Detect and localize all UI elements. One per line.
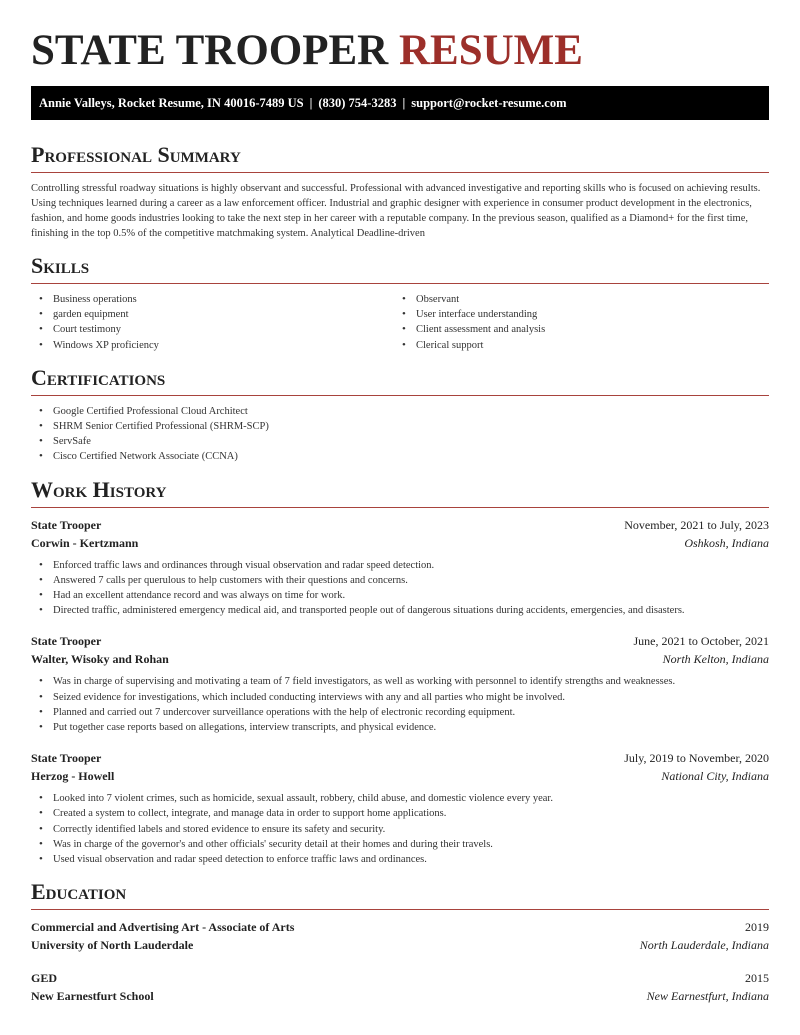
certification-item: • Cisco Certified Network Associate (CCNA) (31, 449, 769, 464)
education-location: New Earnestfurt, Indiana (646, 989, 769, 1004)
education-subheader (31, 987, 769, 1005)
job-entry (31, 749, 769, 867)
skill-item: • User interface understanding (394, 307, 757, 322)
job-entry (31, 632, 769, 735)
skills-list-right (394, 292, 757, 353)
education-section (31, 879, 769, 1005)
skill-item: • Clerical support (394, 338, 757, 353)
education-location: North Lauderdale, Indiana (639, 938, 769, 953)
work-section (31, 477, 769, 868)
job-bullet: • Used visual observation and radar speed detection to enforce traffic laws and ordinances. (31, 852, 769, 867)
education-school: New Earnestfurt School (31, 989, 154, 1004)
job-header (31, 516, 769, 534)
contact-bar (31, 86, 769, 120)
section-divider (31, 283, 769, 284)
job-location: Oshkosh, Indiana (684, 535, 769, 550)
job-dates: July, 2019 to November, 2020 (624, 751, 769, 766)
job-title: State Trooper (31, 634, 102, 649)
education-entry (31, 969, 769, 1005)
section-divider (31, 172, 769, 173)
job-bullet: • Looked into 7 violent crimes, such as homicide, sexual assault, robbery, child abuse, and domestic violence every year. (31, 791, 769, 806)
title-accent: RESUME (398, 27, 583, 74)
education-header (31, 969, 769, 987)
summary-text: Controlling stressful roadway situations is highly observant and successful. Professional with advanced investigative and reporting skills who is focused on achieving results. Using techniques learned during a career as a law enforcement officer. Industrial and graphic designer with experience in consumer product development in the electronics, fashion, and home goods industries looking to take the next step in her career with a reputable company. In the previous season, qualified as a Diamond+ for the first time, finishing in the top 0.5% of the competitive matchmaking system. Analytical Deadline-driven (31, 183, 761, 239)
job-dates: November, 2021 to July, 2023 (624, 517, 769, 532)
job-company: Herzog - Howell (31, 769, 115, 784)
skill-item: • Windows XP proficiency (31, 338, 394, 353)
job-subheader (31, 534, 769, 552)
skills-section (31, 253, 769, 353)
skills-list-left (31, 292, 394, 353)
skill-item: • Observant (394, 292, 757, 307)
job-title: State Trooper (31, 751, 102, 766)
job-bullet: • Had an excellent attendance record and was always on time for work. (31, 588, 769, 603)
contact-separator: | (309, 96, 313, 110)
education-year: 2015 (745, 971, 769, 986)
job-bullet: • Was in charge of supervising and motivating a team of 7 field investigators, as well as working with personnel to identify strengths and weaknesses. (31, 674, 769, 689)
certification-item: • Google Certified Professional Cloud Architect (31, 404, 769, 419)
section-divider (31, 395, 769, 396)
job-title: State Trooper (31, 517, 102, 532)
job-bullet: • Seized evidence for investigations, which included conducting interviews with any and all parties who might be involved. (31, 690, 769, 705)
education-subheader (31, 936, 769, 954)
resume-page (31, 0, 769, 1005)
skill-item: • Court testimony (31, 322, 394, 337)
job-header (31, 749, 769, 767)
job-company: Corwin - Kertzmann (31, 535, 139, 550)
job-company: Walter, Wisoky and Rohan (31, 652, 169, 667)
certifications-section (31, 365, 769, 465)
skill-item: • garden equipment (31, 307, 394, 322)
job-bullet: • Answered 7 calls per querulous to help customers with their questions and concerns. (31, 573, 769, 588)
job-bullet: • Created a system to collect, integrate, and manage data in order to support home applications. (31, 806, 769, 821)
job-dates: June, 2021 to October, 2021 (633, 634, 769, 649)
certifications-list (31, 404, 769, 465)
job-location: North Kelton, Indiana (662, 652, 769, 667)
summary-heading: Professional Summary (31, 142, 241, 167)
contact-phone: (830) 754-3283 (318, 96, 397, 110)
summary-section (31, 142, 769, 241)
education-degree: GED (31, 971, 58, 986)
job-bullet: • Was in charge of the governor's and other officials' security detail at their homes and during their travels. (31, 837, 769, 852)
job-header (31, 632, 769, 650)
skill-item: • Business operations (31, 292, 394, 307)
skill-item: • Client assessment and analysis (394, 322, 757, 337)
job-subheader (31, 650, 769, 668)
job-bullet: • Directed traffic, administered emergency medical aid, and transported people out of dangerous situations during accidents, emergencies, and disasters. (31, 603, 769, 618)
job-location: National City, Indiana (661, 769, 769, 784)
certifications-heading: Certifications (31, 364, 166, 390)
contact-separator: | (402, 96, 406, 110)
job-bullet: • Planned and carried out 7 undercover surveillance operations with the help of electronic recording equipment. (31, 705, 769, 720)
job-bullet: • Put together case reports based on allegations, interview transcripts, and physical evidence. (31, 720, 769, 735)
job-bullet: • Enforced traffic laws and ordinances through visual observation and radar speed detection. (31, 558, 769, 573)
education-school: University of North Lauderdale (31, 938, 194, 953)
job-bullets (31, 791, 769, 867)
resume-title (31, 0, 769, 74)
contact-email: support@rocket-resume.com (411, 96, 567, 110)
job-bullets (31, 558, 769, 619)
skills-heading: Skills (31, 253, 90, 278)
job-entry (31, 516, 769, 619)
job-bullets (31, 674, 769, 735)
certification-item: • SHRM Senior Certified Professional (SHRM-SCP) (31, 419, 769, 434)
section-divider (31, 909, 769, 910)
certification-item: • ServSafe (31, 434, 769, 449)
education-header (31, 918, 769, 936)
work-heading: Work History (31, 476, 167, 502)
job-subheader (31, 767, 769, 785)
education-year: 2019 (745, 920, 769, 935)
education-heading: Education (31, 879, 127, 905)
section-divider (31, 507, 769, 508)
education-degree: Commercial and Advertising Art - Associate of Arts (31, 920, 295, 935)
job-bullet: • Correctly identified labels and stored evidence to ensure its safety and security. (31, 822, 769, 837)
skills-grid (31, 292, 769, 353)
education-entry (31, 918, 769, 954)
contact-address: Annie Valleys, Rocket Resume, IN 40016-7489 US (39, 96, 304, 110)
title-main: STATE TROOPER (31, 27, 389, 74)
